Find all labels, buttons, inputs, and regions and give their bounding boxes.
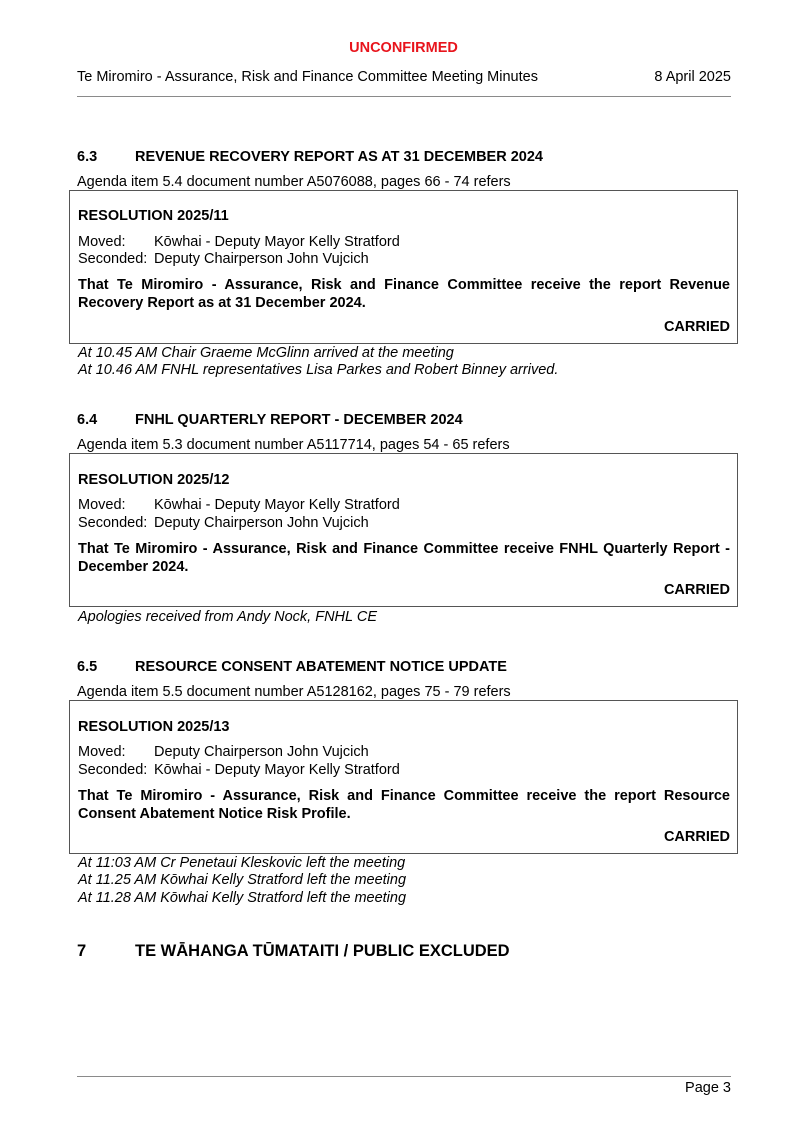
agenda-ref: Agenda item 5.3 document number A5117714, pages 54 - 65 refers (77, 437, 510, 453)
moved-by: Kōwhai - Deputy Mayor Kelly Stratford (154, 234, 400, 250)
header-date: 8 April 2025 (654, 69, 731, 85)
motion-text: That Te Miromiro - Assurance, Risk and Finance Committee receive the report Revenue Recovery Report as at 31 December 2024. (78, 277, 730, 311)
agenda-ref: Agenda item 5.5 document number A5128162, pages 75 - 79 refers (77, 684, 511, 700)
outcome: CARRIED (663, 319, 730, 335)
minute-note: At 11:03 AM Cr Penetaui Kleskovic left the meeting (78, 855, 406, 871)
page-number: Page 3 (685, 1080, 731, 1096)
moved-label: Moved: (78, 234, 126, 250)
minute-note: At 11.28 AM Kōwhai Kelly Stratford left the meeting (78, 890, 407, 906)
item-number: 6.5 (77, 659, 98, 675)
minute-note: At 10.46 AM FNHL representatives Lisa Parkes and Robert Binney arrived. (78, 362, 559, 378)
minute-note: At 11.25 AM Kōwhai Kelly Stratford left the meeting (78, 872, 407, 888)
motion-text: That Te Miromiro - Assurance, Risk and Finance Committee receive the report Resource Consent Abatement Notice Risk Profile. (78, 788, 730, 822)
item-number: 6.4 (77, 412, 98, 428)
moved-label: Moved: (78, 744, 126, 760)
moved-by: Kōwhai - Deputy Mayor Kelly Stratford (154, 497, 400, 513)
seconded-label: Seconded: (78, 762, 148, 778)
seconded-by: Kōwhai - Deputy Mayor Kelly Stratford (154, 762, 400, 778)
resolution-number: RESOLUTION 2025/13 (78, 719, 230, 735)
header-title: Te Miromiro - Assurance, Risk and Finance Committee Meeting Minutes (77, 69, 538, 85)
footer-rule (77, 1076, 731, 1077)
minute-note: At 10.45 AM Chair Graeme McGlinn arrived at the meeting (78, 345, 454, 361)
header-rule (77, 96, 731, 97)
moved-label: Moved: (78, 497, 126, 513)
section-7-number: 7 (77, 942, 87, 960)
seconded-label: Seconded: (78, 251, 148, 267)
outcome: CARRIED (663, 582, 730, 598)
seconded-by: Deputy Chairperson John Vujcich (154, 251, 369, 267)
agenda-ref: Agenda item 5.4 document number A5076088, pages 66 - 74 refers (77, 174, 511, 190)
section-7-title: TE WĀHANGA TŪMATAITI / PUBLIC EXCLUDED (135, 942, 510, 960)
unconfirmed-status: UNCONFIRMED (349, 40, 458, 56)
item-number: 6.3 (77, 149, 98, 165)
outcome: CARRIED (663, 829, 730, 845)
moved-by: Deputy Chairperson John Vujcich (154, 744, 369, 760)
minute-note: Apologies received from Andy Nock, FNHL CE (78, 609, 377, 625)
item-title: REVENUE RECOVERY REPORT AS AT 31 DECEMBER 2024 (135, 149, 543, 165)
item-title: FNHL QUARTERLY REPORT - DECEMBER 2024 (135, 412, 463, 428)
resolution-number: RESOLUTION 2025/12 (78, 472, 230, 488)
resolution-number: RESOLUTION 2025/11 (78, 208, 229, 224)
seconded-by: Deputy Chairperson John Vujcich (154, 515, 369, 531)
motion-text: That Te Miromiro - Assurance, Risk and Finance Committee receive FNHL Quarterly Report - December 2024. (78, 541, 730, 575)
seconded-label: Seconded: (78, 515, 148, 531)
item-title: RESOURCE CONSENT ABATEMENT NOTICE UPDATE (135, 659, 507, 675)
